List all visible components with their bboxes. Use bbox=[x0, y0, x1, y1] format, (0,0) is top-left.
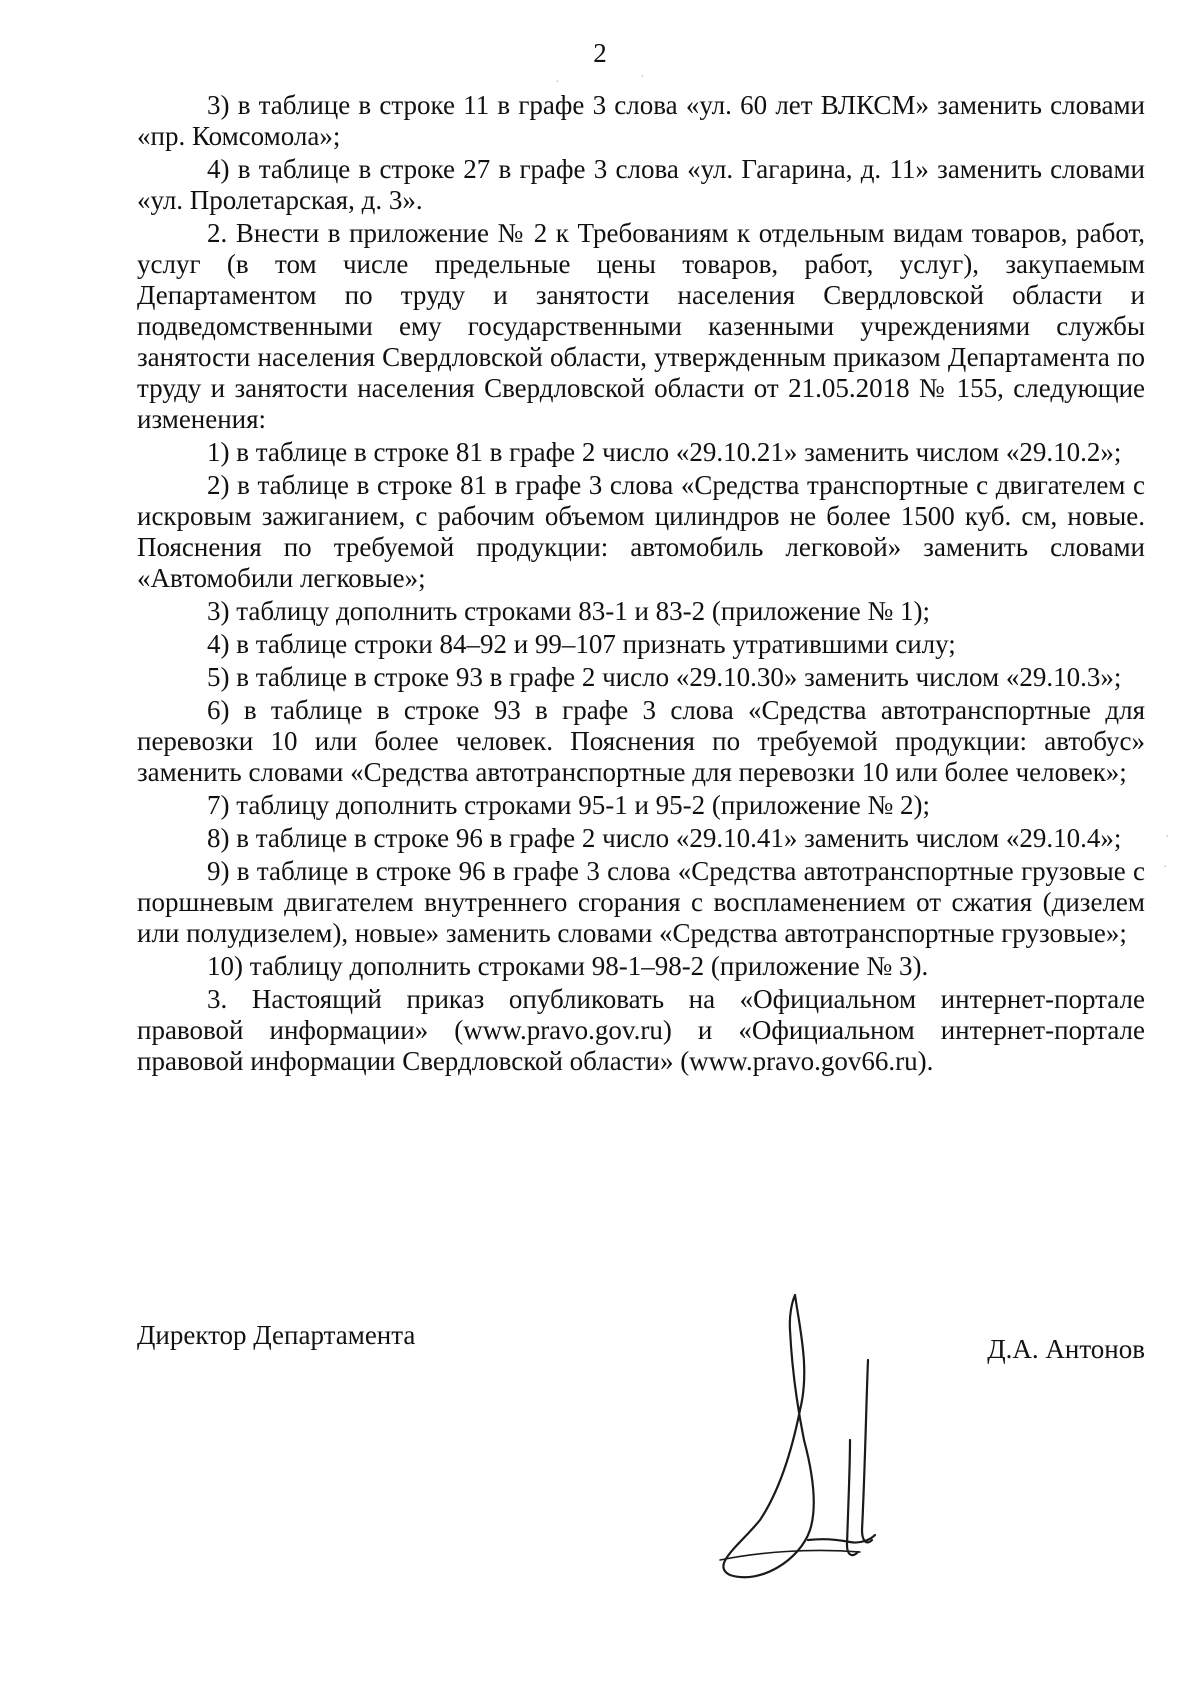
paragraph-section-3: 3. Настоящий приказ опубликовать на «Официальном интернет-портале правовой информации» (www.pravo.gov.ru) и «Официальном интернет-портале правовой информации Свердловской области» (www.pravo.gov66.ru). bbox=[137, 984, 1145, 1076]
paragraph-section-2-item-2: 2) в таблице в строке 81 в графе 3 слова «Средства транспортные с двигателем с искровым зажиганием, с рабочим объемом цилиндров не более 1500 куб. см, новые. Пояснения по требуемой продукции: автомобиль легковой» заменить словами «Автомобили легковые»; bbox=[137, 470, 1145, 593]
signatory-title: Директор Департамента bbox=[137, 1320, 416, 1350]
paragraph-section-2-item-5: 5) в таблице в строке 93 в графе 2 число «29.10.30» заменить числом «29.10.3»; bbox=[207, 662, 1122, 692]
paragraph-section-2-item-9: 9) в таблице в строке 96 в графе 3 слова «Средства автотранспортные грузовые с поршневым двигателем внутреннего сгорания с воспламенением от сжатия (дизелем или полудизелем), новые» заменить словами «Средства автотранспортные грузовые»; bbox=[137, 856, 1145, 948]
scan-speck: · bbox=[640, 70, 645, 85]
paragraph-item-4: 4) в таблице в строке 27 в графе 3 слова «ул. Гагарина, д. 11» заменить словами «ул. Пролетарская, д. 3». bbox=[137, 154, 1145, 215]
signature-block bbox=[137, 1320, 1145, 1380]
paragraph-item-3: 3) в таблице в строке 11 в графе 3 слова «ул. 60 лет ВЛКСМ» заменить словами «пр. Комсомола»; bbox=[137, 90, 1145, 151]
paragraph-section-2-item-6: 6) в таблице в строке 93 в графе 3 слова «Средства автотранспортные для перевозки 10 или более человек. Пояснения по требуемой продукции: автобус» заменить словами «Средства автотранспортные для перевозки 10 или более человек»; bbox=[137, 695, 1145, 787]
paragraph-section-2-item-10: 10) таблицу дополнить строками 98-1–98-2 (приложение № 3). bbox=[207, 951, 929, 981]
scan-speck: · bbox=[555, 75, 560, 90]
paragraph-section-2-item-8: 8) в таблице в строке 96 в графе 2 число «29.10.41» заменить числом «29.10.4»; bbox=[207, 823, 1122, 853]
paragraph-section-2-item-1: 1) в таблице в строке 81 в графе 2 число «29.10.21» заменить числом «29.10.2»; bbox=[207, 437, 1122, 467]
paragraph-section-2: 2. Внести в приложение № 2 к Требованиям к отдельным видам товаров, работ, услуг (в том числе предельные цены товаров, работ, услуг), закупаемым Департаментом по труду и занятости населения Свердловской области и подведомственными ему государственными казенными учреждениями службы занятости населения Свердловской области, утвержденным приказом Департамента по труду и занятости населения Свердловской области от 21.05.2018 № 155, следующие изменения: bbox=[137, 218, 1145, 434]
signatory-name: Д.А. Антонов bbox=[987, 1334, 1145, 1364]
scan-speck: · bbox=[1165, 830, 1170, 845]
paragraph-section-2-item-4: 4) в таблице строки 84–92 и 99–107 признать утратившими силу; bbox=[207, 629, 956, 659]
handwritten-signature bbox=[700, 1290, 960, 1590]
document-body bbox=[137, 90, 1145, 1079]
scan-speck: · bbox=[1163, 860, 1168, 875]
paragraph-section-2-item-3: 3) таблицу дополнить строками 83-1 и 83-2 (приложение № 1); bbox=[207, 596, 930, 626]
paragraph-section-2-item-7: 7) таблицу дополнить строками 95-1 и 95-2 (приложение № 2); bbox=[207, 790, 930, 820]
page-number: 2 bbox=[593, 38, 607, 68]
